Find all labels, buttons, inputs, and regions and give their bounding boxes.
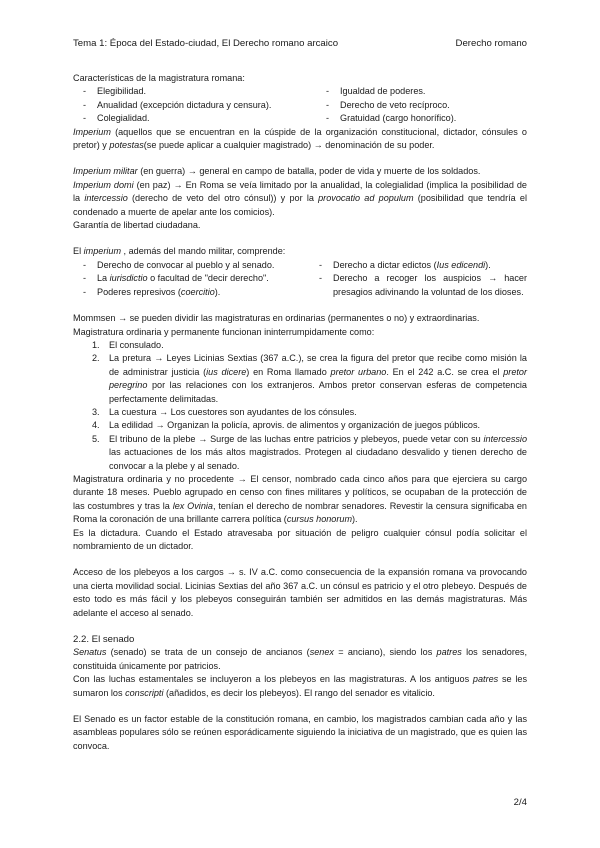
- mommsen-paragraph: Mommsen → se pueden dividir las magistraturas en ordinarias (permanentes o no) y extraordinarias.: [73, 313, 480, 324]
- magistraturas-list: [73, 339, 527, 473]
- list-item: 2. La pretura → Leyes Licinias Sextias (367 a.C.), se crea la figura del pretor que recibe como misión la de administrar justicia (ius dicere) en Roma llamado pretor urbano. En el 242 a.C. se crea el pretor peregrino por las relaciones con los extranjeros. Ambos pretor conservan esferas de competencia perfectamente delimitadas.: [92, 353, 527, 404]
- luchas-paragraph: Con las luchas estamentales se incluyeron a los plebeyos en las magistraturas. A los antiguos patres se les sumaron los conscripti (añadidos, es decir los plebeyos). El rango del senador es vitalicio.: [73, 674, 527, 698]
- senado-heading: 2.2. El senado: [73, 634, 135, 646]
- powers-column-2: [309, 259, 527, 299]
- imperium-includes-intro: El imperium , además del mando militar, comprende:: [73, 246, 286, 257]
- list-item: - Colegialidad.: [73, 112, 316, 125]
- list-item: 5. El tribuno de la plebe → Surge de las luchas entre patricios y plebeyos, puede vetar con su intercessio las actuaciones de los más altos magistrados. Protegen al ciudadano desvalido y tienen derecho de convocar a la plebe y al senado.: [92, 433, 527, 471]
- senado-factor-paragraph: El Senado es un factor estable de la constitución romana, en cambio, los magistrados cambian cada año y las asambleas populares sólo se reúnen esporádicamente siguiendo la iniciativa de un magistrado, que es quien las convoca.: [73, 714, 527, 751]
- list-item: - Derecho a recoger los auspicios → hacer presagios adivinando la voluntad de los dioses.: [309, 272, 527, 299]
- header-title: Tema 1: Época del Estado-ciudad, El Derecho romano arcaico: [73, 38, 339, 49]
- powers-column-1: [73, 259, 309, 299]
- list-item: - Anualidad (excepción dictadura y censura).: [73, 99, 316, 112]
- garantia-text: Garantía de libertad ciudadana.: [73, 220, 201, 231]
- dictadura-paragraph: Es la dictadura. Cuando el Estado atravesaba por situación de peligro cualquier cónsul podía solicitar el nombramiento de un dictador.: [73, 527, 527, 551]
- list-item: - Derecho a dictar edictos (Ius edicendi).: [309, 259, 527, 272]
- list-item: - Poderes represivos (coercitio).: [73, 286, 309, 299]
- acceso-paragraph: Acceso de los plebeyos a los cargos → s. IV a.C. como consecuencia de la expansión romana va provocando una cierta movilidad social. Licinias Sextias del año 367 a.C. un cónsul es patricio y el otro plebeyo. Después de esto todo es más fácil y los plebeyos conseguirán también ser admitidos en las demás magistraturas. Más adelante el acceso al senado.: [73, 567, 527, 618]
- senado-definition: Senatus (senado) se trata de un consejo de ancianos (senex = anciano), siendo los patres los senadores, constituida únicamente por patricios.: [73, 647, 527, 671]
- characteristics-list: [73, 85, 527, 125]
- imperium-definition: Imperium (aquellos que se encuentran en la cúspide de la organización constitucional, dictador, cónsules o pretor) y potestas(se puede aplicar a cualquier magistrado) → denominación de su poder.: [73, 126, 527, 151]
- page-number: 2/4: [513, 797, 527, 808]
- imperium-domi-paragraph: Imperium domi (en paz) → En Roma se veía limitado por la anualidad, la colegialidad (implica la posibilidad de la intercessio (derecho de veto del otro cónsul)) y por la provocatio ad populum (posibilidad que tendría el condenado a muerte de apelar ante los comicios).: [73, 179, 527, 217]
- term-imperium-domi: Imperium domi: [73, 179, 134, 190]
- censor-paragraph: Magistratura ordinaria y no procedente → El censor, nombrado cada cinco años para que ejerciera su cargo durante 18 meses. Pueblo agrupado en censo con fines militares y políticos, se ocupaban de la protección de las costumbres y tras la lex Ovinia, tenían el derecho de nombrar senadores. Revestir la censura significaba en Roma la coronación de una brillante carrera política (cursus honorum).: [73, 473, 527, 525]
- term-potestas: potestas: [109, 140, 144, 151]
- ordinaria-intro: Magistratura ordinaria y permanente funcionan ininterrumpidamente como:: [73, 326, 375, 337]
- list-item: 4. La edilidad → Organizan la policía, aprovis. de alimentos y organización de juegos públicos.: [92, 420, 481, 431]
- imperium-powers-list: [73, 259, 527, 299]
- list-item: 1. El consulado.: [92, 339, 164, 350]
- list-item: - Derecho de convocar al pueblo y al senado.: [73, 259, 309, 272]
- page-header: [73, 38, 527, 49]
- imperium-militar-paragraph: Imperium militar (en guerra) → general en campo de batalla, poder de vida y muerte de los soldados.: [73, 166, 481, 177]
- list-item: - Igualdad de poderes.: [316, 85, 527, 98]
- list-item: - Derecho de veto recíproco.: [316, 99, 527, 112]
- page-content: [73, 72, 527, 753]
- characteristics-column-2: [316, 85, 527, 125]
- characteristics-intro: Características de la magistratura romana:: [73, 73, 245, 83]
- list-item: - La iurisdictio o facultad de "decir derecho".: [73, 272, 309, 285]
- list-item: - Elegibilidad.: [73, 85, 316, 98]
- term-imperium: Imperium: [73, 126, 111, 137]
- list-item: 3. La cuestura → Los cuestores son ayudantes de los cónsules.: [92, 406, 357, 417]
- term-imperium-militar: Imperium militar: [73, 166, 138, 177]
- header-subject: Derecho romano: [455, 38, 527, 49]
- list-item: - Gratuidad (cargo honorífico).: [316, 112, 527, 125]
- characteristics-column-1: [73, 85, 316, 125]
